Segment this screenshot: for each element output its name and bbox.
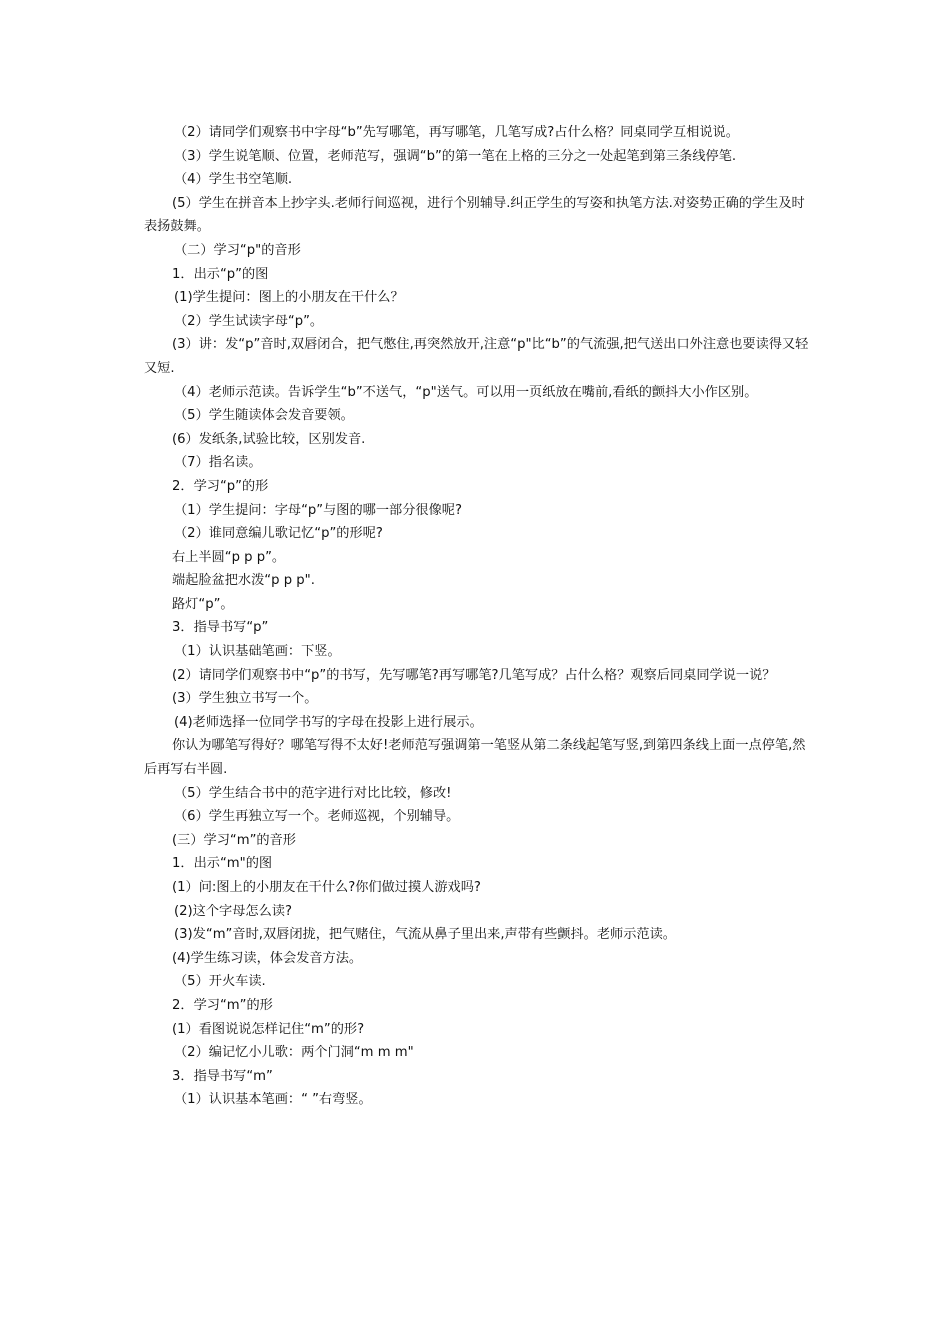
- paragraph: (6）发纸条,试验比较，区别发音.: [172, 431, 366, 447]
- paragraph: (4)老师选择一位同学书写的字母在投影上进行展示。: [174, 714, 483, 730]
- paragraph: (1)学生提问：图上的小朋友在干什么？: [174, 290, 404, 306]
- paragraph: （2）学生试读字母“p”。: [174, 313, 324, 329]
- paragraph: (3）学生独立书写一个。: [172, 691, 318, 707]
- paragraph: （3）学生说笔顺、位置，老师范写，强调“b”的第一笔在上格的三分之一处起笔到第三条线停笔.: [174, 148, 737, 164]
- paragraph: （4）老师示范读。告诉学生“b”不送气，“p"送气。可以用一页纸放在嘴前,看纸的颤抖大小作区别。: [174, 384, 758, 400]
- paragraph: (1）看图说说怎样记住“m”的形?: [172, 1021, 365, 1037]
- paragraph: （5）学生结合书中的范字进行对比比较，修改!: [174, 785, 452, 801]
- paragraph: 你认为哪笔写得好？哪笔写得不太好!老师范写强调第一笔竖从第二条线起笔写竖,到第四条线上面一点停笔,然后再写右半圆.: [144, 738, 806, 778]
- paragraph: (1）问:图上的小朋友在干什么?你们做过摸人游戏吗?: [172, 880, 481, 895]
- paragraph: 3．指导书写“p”: [172, 620, 269, 636]
- paragraph: 右上半圆“p p p”。: [172, 549, 286, 565]
- paragraph: 2．学习“p”的形: [172, 478, 269, 494]
- paragraph: （4）学生书空笔顺.: [174, 172, 293, 188]
- paragraph: (3)发“m”音时,双唇闭拢，把气赌住，气流从鼻子里出来,声带有些颤抖。老师示范读。: [174, 927, 676, 943]
- paragraph: 端起脸盆把水泼“p p p".: [172, 573, 315, 589]
- paragraph: (2)这个字母怎么读?: [174, 903, 292, 919]
- paragraph: 1．出示“p”的图: [172, 266, 269, 282]
- paragraph: (三）学习“m”的音形: [172, 832, 296, 848]
- paragraph: （1）认识基本笔画：“ ”右弯竖。: [174, 1092, 372, 1108]
- document-body: [144, 121, 810, 1112]
- paragraph: （6）学生再独立写一个。老师巡视，个别辅导。: [174, 809, 460, 825]
- paragraph: (2）请同学们观察书中“p”的书写，先写哪笔?再写哪笔?几笔写成？占什么格？观察后同桌同学说一说？: [172, 667, 776, 683]
- paragraph: （2）编记忆小儿歌：两个门洞“m m m": [174, 1045, 414, 1061]
- paragraph: （二）学习“p"的音形: [174, 242, 301, 258]
- paragraph: (4)学生练习读，体会发音方法。: [172, 950, 363, 966]
- paragraph: 路灯“p”。: [172, 596, 234, 612]
- paragraph: （7）指名读。: [174, 455, 262, 471]
- paragraph: （2）谁同意编儿歌记忆“p”的形呢?: [174, 526, 383, 542]
- paragraph: (3）讲：发“p”音时,双唇闭合，把气憋住,再突然放开,注意“p"比“b”的气流强,把气送出口外注意也要读得又轻又短.: [144, 337, 809, 376]
- paragraph: (5）学生在拼音本上抄字头.老师行间巡视，进行个别辅导.纠正学生的写姿和执笔方法.对姿势正确的学生及时表扬鼓舞。: [144, 195, 805, 235]
- paragraph: （5）学生随读体会发音要领。: [174, 408, 354, 424]
- paragraph: （1）学生提问：字母“p”与图的哪一部分很像呢?: [174, 502, 462, 518]
- paragraph: （1）认识基础笔画：下竖。: [174, 644, 341, 660]
- paragraph: 3．指导书写“m”: [172, 1068, 273, 1084]
- paragraph: （5）开火车读.: [174, 974, 266, 990]
- paragraph: 2．学习“m”的形: [172, 997, 273, 1013]
- paragraph: 1．出示“m"的图: [172, 856, 273, 872]
- paragraph: （2）请同学们观察书中字母“b”先写哪笔，再写哪笔，几笔写成?占什么格？同桌同学互相说说。: [174, 125, 739, 140]
